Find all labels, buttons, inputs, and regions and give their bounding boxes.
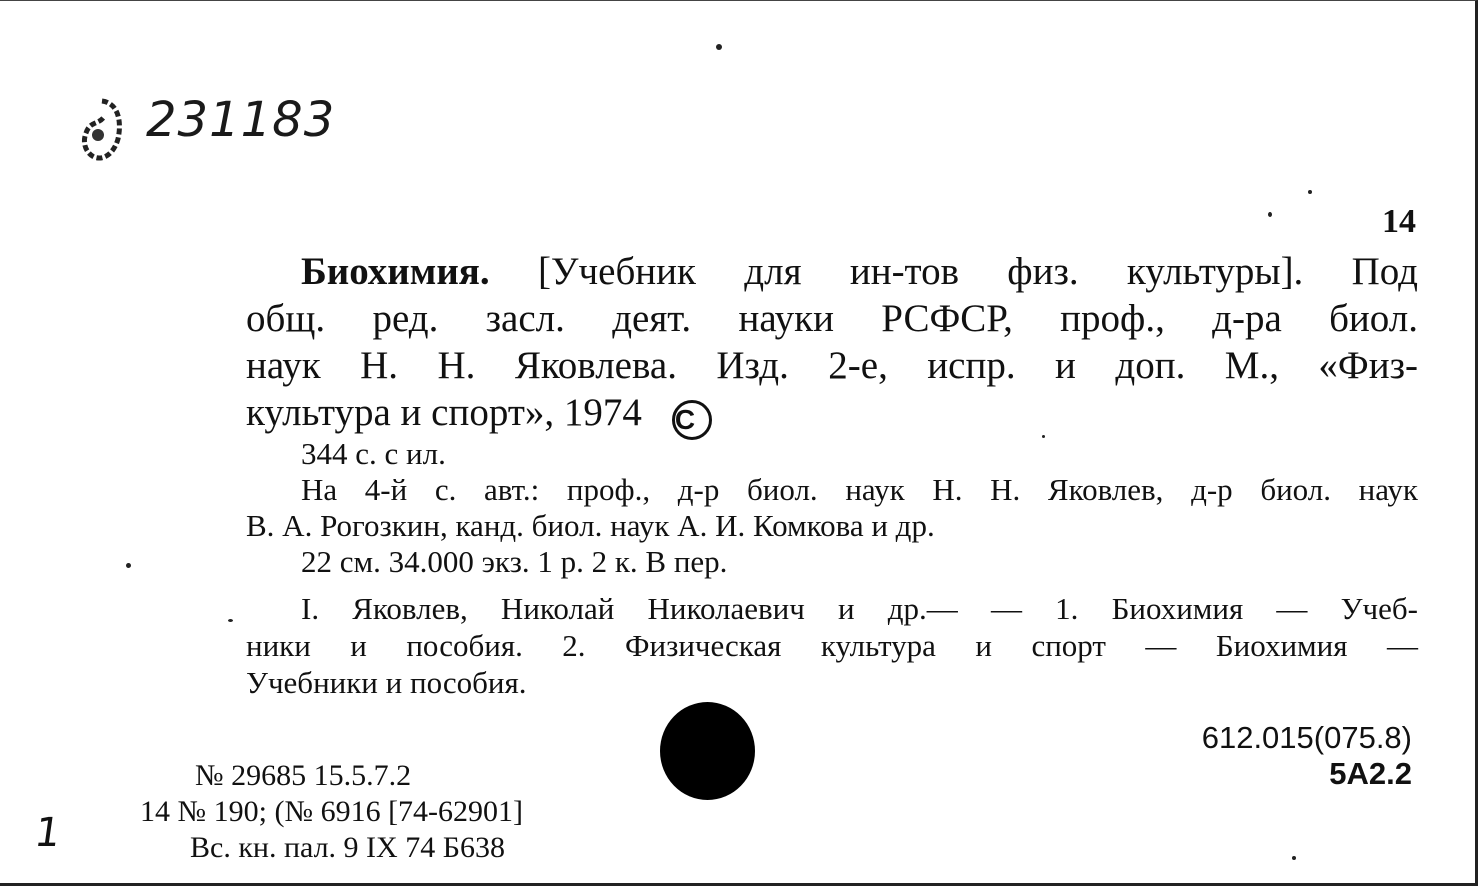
description-line-1: 344 с. с ил. [301,436,446,471]
speck [1268,212,1272,217]
bbk-code: 5А2.2 [1329,756,1412,791]
subject-line-1: I. Яковлев, Николай Николаевич и др.— — 1. Биохимия — Учеб- [301,591,1418,626]
handwritten-inventory-number: 231183 [146,92,336,148]
corner-number: 14 [1382,203,1416,240]
subject-line-3: Учебники и пособия. [246,665,527,700]
speck [1042,435,1045,438]
description-line-4: 22 см. 34.000 экз. 1 р. 2 к. В пер. [301,544,728,579]
punch-hole [660,702,755,800]
speck [1292,856,1296,860]
speck [228,619,233,622]
speck [126,563,131,568]
subject-line-2: ники и пособия. 2. Физическая культура и спорт — Биохимия — [246,628,1418,663]
udc-code: 612.015(075.8) [1201,720,1412,755]
main-line-3: наук Н. Н. Яковлева. Изд. 2-е, испр. и доп. М., «Физ- [246,344,1418,387]
main-line-4: культура и спорт», 1974 C [246,389,1418,440]
registration-line-1: № 29685 15.5.7.2 [195,759,412,792]
registration-block [140,758,523,866]
ink-stamp-mark [78,95,126,165]
copyright-icon: C [672,400,712,440]
description-line-2: На 4-й с. авт.: проф., д-р биол. наук Н. Н. Яковлев, д-р биол. наук [301,472,1418,507]
classification-block [1150,720,1412,792]
main-entry [246,248,1418,440]
margin-pencil-mark: 1 [31,810,64,856]
main-line-1: Биохимия. [Учебник для ин-тов физ. культуры]. Под [301,250,1418,293]
speck [1308,190,1312,194]
registration-line-2: 14 № 190; (№ 6916 [74-62901] [140,795,524,828]
speck [716,44,722,50]
main-line-2: общ. ред. засл. деят. науки РСФСР, проф., д-ра биол. [246,297,1418,340]
physical-description [246,436,1418,580]
description-line-3: В. А. Рогозкин, канд. биол. наук А. И. Комкова и др. [246,508,935,543]
registration-line-3: Вс. кн. пал. 9 IX 74 Б638 [190,831,505,864]
subject-headings [246,590,1418,701]
